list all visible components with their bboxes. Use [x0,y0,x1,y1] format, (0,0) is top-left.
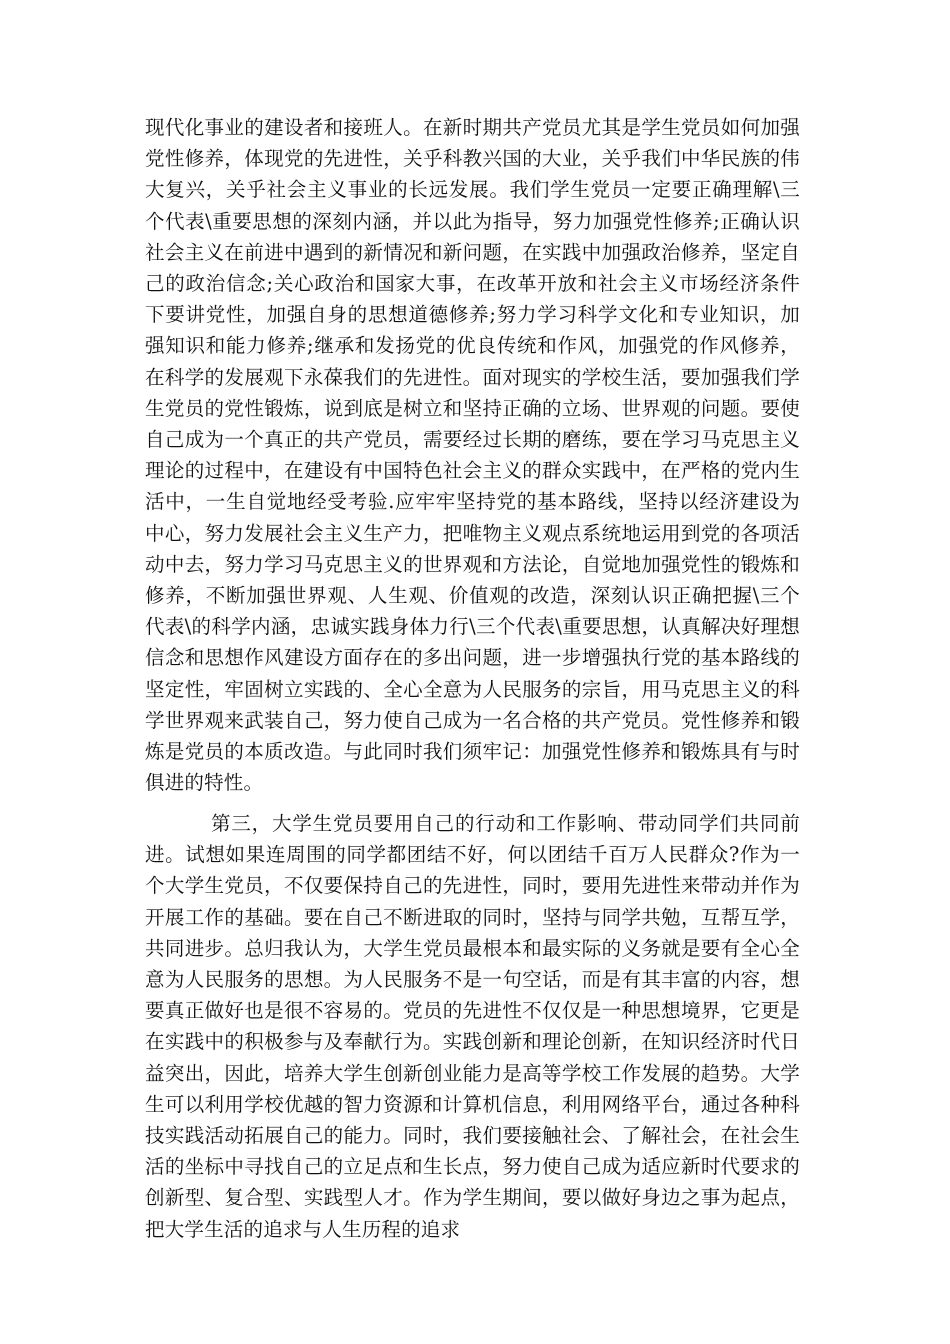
document-body [145,112,800,1245]
paragraph: 第三，大学生党员要用自己的行动和工作影响、带动同学们共同前进。试想如果连周围的同学都团结不好，何以团结千百万人民群众?作为一个大学生党员，不仅要保持自己的先进性，同时，要用先进性来带动并作为开展工作的基础。要在自己不断进取的同时，坚持与同学共勉，互帮互学，共同进步。总归我认为，大学生党员最根本和最实际的义务就是要有全心全意为人民服务的思想。为人民服务不是一句空话，而是有其丰富的内容，想要真正做好也是很不容易的。党员的先进性不仅仅是一种思想境界，它更是在实践中的积极参与及奉献行为。实践创新和理论创新，在知识经济时代日益突出，因此，培养大学生创新创业能力是高等学校工作发展的趋势。大学生可以利用学校优越的智力资源和计算机信息，利用网络平台，通过各种科技实践活动拓展自己的能力。同时，我们要接触社会、了解社会，在社会生活的坐标中寻找自己的立足点和生长点，努力使自己成为适应新时代要求的创新型、复合型、实践型人才。作为学生期间，要以做好身边之事为起点，把大学生活的追求与人生历程的追求 [145,812,800,1241]
paragraph: 现代化事业的建设者和接班人。在新时期共产党员尤其是学生党员如何加强党性修养，体现党的先进性，关乎科教兴国的大业，关乎我们中华民族的伟大复兴，关乎社会主义事业的长远发展。我们学生党员一定要正确理解\三个代表\重要思想的深刻内涵，并以此为指导，努力加强党性修养;正确认识社会主义在前进中遇到的新情况和新问题，在实践中加强政治修养，坚定自己的政治信念;关心政治和国家大事，在改革开放和社会主义市场经济条件下要讲党性，加强自身的思想道德修养;努力学习科学文化和专业知识，加强知识和能力修养;继承和发扬党的优良传统和作风，加强党的作风修养，在科学的发展观下永葆我们的先进性。面对现实的学校生活，要加强我们学生党员的党性锻炼，说到底是树立和坚持正确的立场、世界观的问题。要使自己成为一个真正的共产党员，需要经过长期的磨练，要在学习马克思主义理论的过程中，在建设有中国特色社会主义的群众实践中，在严格的党内生活中，一生自觉地经受考验.应牢牢坚持党的基本路线，坚持以经济建设为中心，努力发展社会主义生产力，把唯物主义观点系统地运用到党的各项活动中去，努力学习马克思主义的世界观和方法论，自觉地加强党性的锻炼和修养，不断加强世界观、人生观、价值观的改造，深刻认识正确把握\三个代表\的科学内涵，忠诚实践身体力行\三个代表\重要思想，认真解决好理想信念和思想作风建设方面存在的多出问题，进一步增强执行党的基本路线的坚定性，牢固树立实践的、全心全意为人民服务的宗旨，用马克思主义的科学世界观来武装自己，努力使自己成为一名合格的共产党员。党性修养和锻炼是党员的本质改造。与此同时我们须牢记：加强党性修养和锻炼具有与时俱进的特性。 [145,116,800,795]
